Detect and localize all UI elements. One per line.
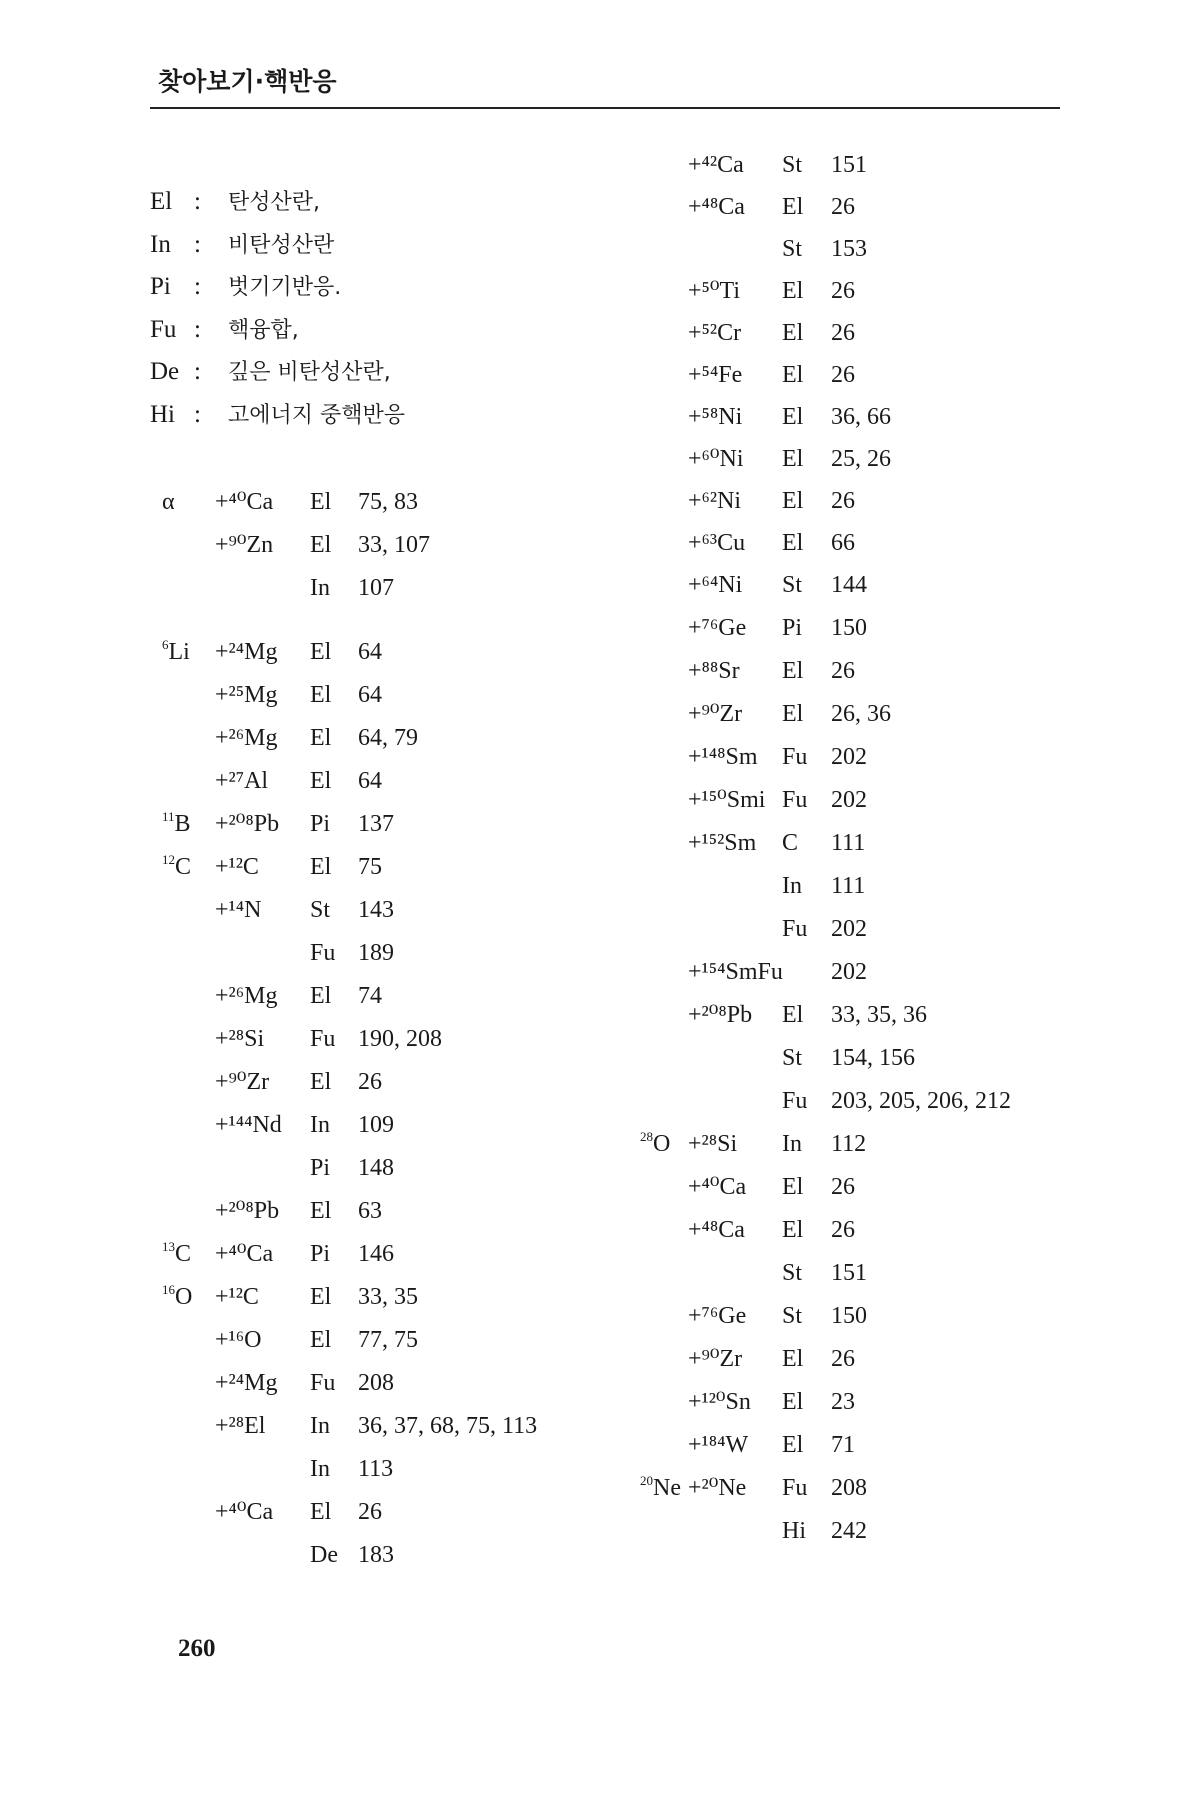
target-nucleus: +²⁰⁸Pb xyxy=(215,1198,280,1224)
reaction-type: Pi xyxy=(310,811,331,837)
page-references: 26 xyxy=(358,1069,382,1095)
page-references: 153 xyxy=(831,236,867,262)
reaction-type: El xyxy=(782,1346,804,1372)
target-nucleus: +⁴⁰Ca xyxy=(688,1174,747,1200)
target-nucleus: +⁴⁸Ca xyxy=(688,194,745,220)
index-entry xyxy=(0,273,1200,309)
target-nucleus: +²⁰⁸Pb xyxy=(688,1002,753,1028)
index-entry xyxy=(0,997,1200,1033)
reaction-type: El xyxy=(782,446,804,472)
index-entry xyxy=(0,189,1200,225)
reaction-type: Fu xyxy=(310,940,336,966)
index-entry xyxy=(0,147,1200,183)
page-references: 33, 107 xyxy=(358,532,430,558)
reaction-type: El xyxy=(782,320,804,346)
page-references: 137 xyxy=(358,811,394,837)
target-nucleus: +⁴⁰Ca xyxy=(215,1499,274,1525)
reaction-type: El xyxy=(310,639,332,665)
page-references: 26 xyxy=(831,194,855,220)
target-nucleus: +¹⁵⁰Smi xyxy=(688,787,766,813)
index-entry xyxy=(0,525,1200,561)
page-references: 111 xyxy=(831,873,866,899)
reaction-type: El xyxy=(310,1069,332,1095)
index-entry xyxy=(0,1040,1200,1076)
index-entry xyxy=(0,1470,1200,1506)
index-entry xyxy=(0,1513,1200,1549)
projectile-symbol: Ne xyxy=(653,1475,681,1501)
reaction-type: Fu xyxy=(782,744,808,770)
reaction-type: El xyxy=(310,768,332,794)
reaction-type: Pi xyxy=(782,615,803,641)
page-references: 208 xyxy=(831,1475,867,1501)
page-references: 183 xyxy=(358,1542,394,1568)
target-nucleus: +⁵⁴Fe xyxy=(688,362,743,388)
index-entry xyxy=(0,868,1200,904)
page-references: 111 xyxy=(831,830,866,856)
target-nucleus: +²⁴Mg xyxy=(215,1370,278,1396)
target-nucleus: +⁷⁶Ge xyxy=(688,1303,747,1329)
page-references: 144 xyxy=(831,572,867,598)
reaction-type: El xyxy=(310,1198,332,1224)
target-nucleus: +²⁴Mg xyxy=(215,639,278,665)
index-entry xyxy=(0,1255,1200,1291)
page-references: 190, 208 xyxy=(358,1026,442,1052)
legend-abbr: El xyxy=(150,188,173,215)
legend-abbr: De xyxy=(150,358,180,385)
index-entry xyxy=(0,231,1200,267)
page-references: 202 xyxy=(831,959,867,985)
page-references: 36, 37, 68, 75, 113 xyxy=(358,1413,538,1439)
reaction-type: El xyxy=(310,1499,332,1525)
reaction-type: C xyxy=(782,830,799,856)
reaction-type: Fu xyxy=(782,916,808,942)
index-entry xyxy=(0,954,1200,990)
target-nucleus: +⁴⁸Ca xyxy=(688,1217,745,1243)
page-references: 151 xyxy=(831,1260,867,1286)
target-nucleus: +²⁵Mg xyxy=(215,682,278,708)
page-references: 75 xyxy=(358,854,382,880)
index-entry xyxy=(0,1427,1200,1463)
mass-number: 12 xyxy=(162,852,175,867)
index-entry xyxy=(0,825,1200,861)
reaction-type: El xyxy=(782,404,804,430)
index-entry xyxy=(0,739,1200,775)
reaction-type: Fu xyxy=(310,1370,336,1396)
reaction-type: St xyxy=(310,897,331,923)
page-references: 203, 205, 206, 212 xyxy=(831,1088,1011,1114)
reaction-type: El xyxy=(310,854,332,880)
index-entry xyxy=(0,1212,1200,1248)
mass-number: 6 xyxy=(162,637,169,652)
reaction-type: St xyxy=(782,1303,803,1329)
projectile-symbol: α xyxy=(162,489,175,515)
target-nucleus: +²⁸Si xyxy=(215,1026,265,1052)
target-nucleus: +¹⁶O xyxy=(215,1327,262,1353)
reaction-type: El xyxy=(782,530,804,556)
index-entry xyxy=(0,1298,1200,1334)
page-references: 202 xyxy=(831,916,867,942)
page-number: 260 xyxy=(178,1635,216,1662)
reaction-type: Fu xyxy=(782,787,808,813)
index-entry xyxy=(0,1169,1200,1205)
projectile-symbol: C xyxy=(175,1241,192,1267)
target-nucleus: +⁹⁰Zr xyxy=(215,1069,270,1095)
target-nucleus: +⁸⁸Sr xyxy=(688,658,740,684)
legend-desc: 고에너지 중핵반응 xyxy=(228,402,406,428)
reaction-type: St xyxy=(782,1260,803,1286)
target-nucleus: +⁵⁸Ni xyxy=(688,404,743,430)
target-nucleus: +¹⁵²Sm xyxy=(688,830,757,856)
target-nucleus: +⁹⁰Zr xyxy=(688,701,743,727)
page-references: 151 xyxy=(831,152,867,178)
projectile xyxy=(640,1126,670,1162)
target-nucleus: +²⁷Al xyxy=(215,768,269,794)
legend-colon: : xyxy=(194,358,201,385)
page-references: 242 xyxy=(831,1518,867,1544)
index-entry xyxy=(0,1341,1200,1377)
index-entry xyxy=(0,782,1200,818)
target-nucleus: +¹⁴N xyxy=(215,897,262,923)
reaction-type: El xyxy=(310,1327,332,1353)
reaction-type: El xyxy=(310,983,332,1009)
index-entry xyxy=(0,567,1200,603)
reaction-type: St xyxy=(782,236,803,262)
reaction-type: El xyxy=(782,1389,804,1415)
mass-number: 16 xyxy=(162,1282,175,1297)
page-references: 25, 26 xyxy=(831,446,891,472)
page-references: 202 xyxy=(831,744,867,770)
page-references: 143 xyxy=(358,897,394,923)
page-references: 33, 35 xyxy=(358,1284,418,1310)
index-entry xyxy=(0,911,1200,947)
page-references: 74 xyxy=(358,983,382,1009)
page-references: 26 xyxy=(831,278,855,304)
page-references: 148 xyxy=(358,1155,394,1181)
reaction-type: In xyxy=(310,575,330,601)
index-entry xyxy=(0,399,1200,435)
legend-abbr: Pi xyxy=(150,273,171,300)
page-references: 26 xyxy=(831,320,855,346)
page-references: 63 xyxy=(358,1198,382,1224)
projectile-symbol: B xyxy=(174,811,191,837)
page-references: 150 xyxy=(831,615,867,641)
page-references: 26 xyxy=(831,1217,855,1243)
reaction-type: El xyxy=(310,1284,332,1310)
reaction-type: El xyxy=(782,1217,804,1243)
legend-colon: : xyxy=(194,315,201,343)
page-references: 26 xyxy=(831,1346,855,1372)
target-nucleus: +⁹⁰Zr xyxy=(688,1346,743,1372)
page-references: 26 xyxy=(831,658,855,684)
page-references: 64 xyxy=(358,768,382,794)
target-nucleus: +⁴²Ca xyxy=(688,152,744,178)
target-nucleus: +¹²C xyxy=(215,1284,259,1310)
index-entry xyxy=(0,653,1200,689)
legend-abbr: Hi xyxy=(150,400,175,428)
legend-desc: 깊은 비탄성산란, xyxy=(228,360,391,385)
page-references: 77, 75 xyxy=(358,1327,418,1353)
reaction-type: El xyxy=(782,1002,804,1028)
page-references: 23 xyxy=(831,1389,855,1415)
target-nucleus: +¹⁴⁴Nd xyxy=(215,1112,282,1138)
reaction-type: Hi xyxy=(782,1518,806,1544)
target-nucleus: +⁶⁴Ni xyxy=(688,572,743,598)
reaction-type: El xyxy=(782,278,804,304)
legend-desc: 비탄성산란 xyxy=(228,232,335,258)
page-references: 36, 66 xyxy=(831,404,891,430)
index-entry xyxy=(0,315,1200,351)
page-references: 33, 35, 36 xyxy=(831,1002,927,1028)
reaction-type: El xyxy=(782,701,804,727)
reaction-type: In xyxy=(782,873,802,899)
page-references: 150 xyxy=(831,1303,867,1329)
projectile-symbol: O xyxy=(653,1131,671,1157)
projectile-symbol: C xyxy=(175,854,192,880)
legend-colon: : xyxy=(194,230,201,258)
legend-colon: : xyxy=(194,400,201,428)
legend-desc: 벗기기반응. xyxy=(228,275,342,300)
projectile-symbol: Li xyxy=(168,639,190,665)
page-references: 26 xyxy=(831,1174,855,1200)
reaction-type: El xyxy=(310,489,332,515)
target-nucleus: +⁴⁰Ca xyxy=(215,1241,274,1267)
target-nucleus: +⁶³Cu xyxy=(688,530,746,556)
index-entry xyxy=(0,610,1200,646)
reaction-type: In xyxy=(310,1456,330,1482)
reaction-type: In xyxy=(782,1131,802,1157)
page-references: 71 xyxy=(831,1432,855,1458)
reaction-type: El xyxy=(310,682,332,708)
target-nucleus: +¹²C xyxy=(215,854,259,880)
legend-colon: : xyxy=(194,273,201,300)
target-nucleus: +⁶⁰Ni xyxy=(688,446,744,472)
reaction-type: El xyxy=(782,488,804,514)
reaction-type: Fu xyxy=(310,1026,336,1052)
target-nucleus: +²⁶Mg xyxy=(215,983,278,1009)
index-entry xyxy=(0,1083,1200,1119)
page-references: 154, 156 xyxy=(831,1045,915,1071)
reaction-type: St xyxy=(782,1045,803,1071)
index-entry xyxy=(0,1126,1200,1162)
reaction-type: Pi xyxy=(310,1241,331,1267)
mass-number: 28 xyxy=(640,1129,653,1144)
index-entry xyxy=(0,441,1200,477)
projectile xyxy=(640,1470,681,1506)
reaction-type: El xyxy=(782,194,804,220)
mass-number: 20 xyxy=(640,1473,653,1488)
reaction-type: Pi xyxy=(310,1155,331,1181)
reaction-type: Fu xyxy=(782,1088,808,1114)
target-nucleus: +⁶²Ni xyxy=(688,488,742,514)
reaction-type: El xyxy=(782,1174,804,1200)
legend-colon: : xyxy=(194,188,201,215)
index-entry xyxy=(0,1384,1200,1420)
target-nucleus: +⁴⁰Ca xyxy=(215,489,274,515)
reaction-type: St xyxy=(782,572,803,598)
legend-desc: 핵융합, xyxy=(228,317,299,343)
target-nucleus: +⁵²Cr xyxy=(688,320,742,346)
target-nucleus: +¹⁸⁴W xyxy=(688,1432,749,1458)
index-entry xyxy=(0,357,1200,393)
legend-abbr: In xyxy=(150,230,171,258)
reaction-type: St xyxy=(782,152,803,178)
reaction-type: El xyxy=(782,362,804,388)
reaction-type: El xyxy=(310,725,332,751)
target-nucleus: +²⁰⁸Pb xyxy=(215,811,280,837)
page-references: 26 xyxy=(831,488,855,514)
page-references: 189 xyxy=(358,940,394,966)
page-references: 64 xyxy=(358,639,382,665)
page-references: 26 xyxy=(358,1499,382,1525)
page-references: 208 xyxy=(358,1370,394,1396)
page-references: 107 xyxy=(358,575,394,601)
page-references: 26 xyxy=(831,362,855,388)
reaction-type: El xyxy=(310,532,332,558)
reaction-type: In xyxy=(310,1112,330,1138)
page-references: 26, 36 xyxy=(831,701,891,727)
page-references: 64 xyxy=(358,682,382,708)
reaction-type: El xyxy=(782,658,804,684)
target-nucleus: +¹⁴⁸Sm xyxy=(688,744,758,770)
target-nucleus: +⁵⁰Ti xyxy=(688,278,741,304)
page-references: 113 xyxy=(358,1456,394,1482)
reaction-type: Fu xyxy=(782,1475,808,1501)
legend-abbr: Fu xyxy=(150,315,177,343)
page-references: 109 xyxy=(358,1112,394,1138)
target-nucleus: +²⁸Si xyxy=(688,1131,738,1157)
page-references: 64, 79 xyxy=(358,725,418,751)
target-nucleus: +¹²⁰Sn xyxy=(688,1389,751,1415)
target-nucleus: +²⁰Ne xyxy=(688,1475,747,1501)
legend-desc: 탄성산란, xyxy=(228,190,321,215)
target-nucleus: +⁹⁰Zn xyxy=(215,532,274,558)
index-entry xyxy=(0,696,1200,732)
target-nucleus: +⁷⁶Ge xyxy=(688,615,747,641)
target-nucleus: +²⁸El xyxy=(215,1413,266,1439)
page-references: 146 xyxy=(358,1241,394,1267)
page-references: 112 xyxy=(831,1131,867,1157)
reaction-type: El xyxy=(782,1432,804,1458)
mass-number: 13 xyxy=(162,1239,175,1254)
projectile-symbol: O xyxy=(175,1284,193,1310)
index-entry xyxy=(0,483,1200,519)
target-nucleus: +²⁶Mg xyxy=(215,725,278,751)
reaction-type: De xyxy=(310,1542,338,1568)
reaction-type: In xyxy=(310,1413,330,1439)
mass-number: 11 xyxy=(162,809,175,824)
page-references: 75, 83 xyxy=(358,489,418,515)
target-nucleus: +¹⁵⁴SmFu xyxy=(688,959,783,985)
page-references: 66 xyxy=(831,530,855,556)
page-references: 202 xyxy=(831,787,867,813)
header-title: 찾아보기·핵반응 xyxy=(158,67,337,96)
